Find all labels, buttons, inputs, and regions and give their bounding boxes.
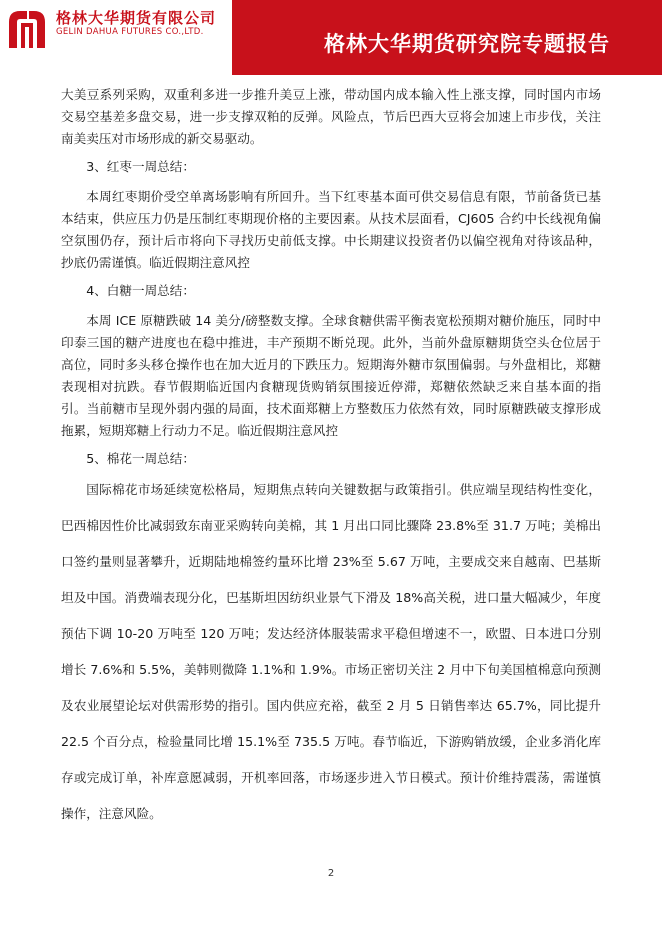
section-heading-jujube: 3、红枣一周总结： [86, 159, 195, 174]
report-title: 格林大华期货研究院专题报告 [324, 32, 610, 56]
page-header [0, 0, 662, 75]
section-heading-sugar: 4、白糖一周总结： [86, 283, 195, 298]
department-label: 期货研究院 [116, 56, 182, 70]
company-name-en: GELIN DAHUA FUTURES CO.,LTD. [56, 27, 204, 37]
gelin-dahua-logo-icon [6, 8, 48, 50]
section-body-cotton: 国际棉花市场延续宽松格局，短期焦点转向关键数据与政策指引。供应端呈现结构性变化，巴西棉因性价比减弱致东南亚采购转向美棉，其 1 月出口同比骤降 23.8%至 31.7 万吨；美棉出口签约量则显著攀升，近期陆地棉签约量环比增 23%至 5.67 万吨，主要成交来自越南、巴基斯坦及中国。消费端表现分化，巴基斯坦因纺织业景气下滑及 18%高关税，进口量大幅减少，年度预估下调 10-20 万吨至 120 万吨；发达经济体服装需求平稳但增速不一，欧盟、日本进口分别增长 7.6%和 5.5%，美韩则微降 1.1%和 1.9%。市场正密切关注 2 月中下旬美国植棉意向预测及农业展望论坛对供需形势的指引。国内供应充裕，截至 2 月 5 日销售率达 65.7%，同比提升 22.5 个百分点，检验量同比增 15.1%至 735.5 万吨。春节临近，下游购销放缓，企业多消化库存或完成订单，补库意愿减弱，开机率回落，市场逐步进入节日模式。预计价维持震荡，需谨慎操作，注意风险。 [61, 482, 601, 821]
company-name-cn: 格林大华期货有限公司 [56, 9, 217, 27]
page-number: 2 [327, 868, 335, 879]
section-body-jujube: 本周红枣期价受空单离场影响有所回升。当下红枣基本面可供交易信息有限，节前备货已基本结束，供应压力仍是压制红枣期现价格的主要因素。从技术层面看，CJ605 合约中长线视角偏空氛围仍存，预计后市将向下寻找历史前低支撑。中长期建议投资者仍以偏空视角对待该品种，抄底仍需谨慎。临近假期注意风控 [61, 189, 601, 270]
section-body-sugar: 本周 ICE 原糖跌破 14 美分/磅整数支撑。全球食糖供需平衡表宽松预期对糖价施压，同时中印泰三国的糖产进度也在稳中推进，丰产预期不断兑现。此外，当前外盘原糖期货空头仓位居于高位，同时多头移仓操作也在加大近月的下跌压力。短期海外糖市氛围偏弱。与外盘相比，郑糖表现相对抗跌。春节假期临近国内食糖现货购销氛围接近停滞，郑糖依然缺乏来自基本面的指引。当前糖市呈现外弱内强的局面，技术面郑糖上方整数压力依然有效，同时原糖跌破支撑形成拖累，短期郑糖上行动力不足。临近假期注意风控 [61, 313, 601, 438]
section-heading-cotton: 5、棉花一周总结： [86, 451, 195, 466]
soy-continuation-paragraph: 大美豆系列采购，双重利多进一步推升美豆上涨，带动国内成本输入性上涨支撑，同时国内市场交易空基差多盘交易，进一步支撑双粕的反弹。风险点，节后巴西大豆将会加速上市步伐，关注南美卖压对市场形成的新交易驱动。 [61, 87, 601, 146]
report-body [61, 84, 601, 838]
